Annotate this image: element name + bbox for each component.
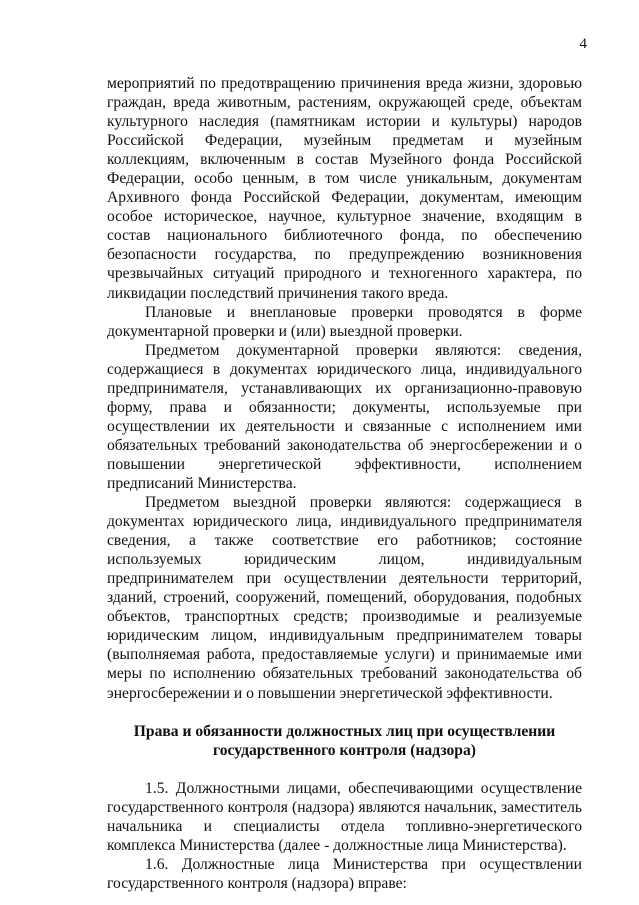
- paragraph-continuation: мероприятий по предотвращению причинения вреда жизни, здоровью граждан, вреда животным, растениям, окружающей среде, объектам культурного наследия (памятникам истории и культуры) народов Российской Федерации, музейным предметам и музейным коллекциям, включенным в состав Музейного фонда Российской Федерации, особо ценным, в том числе уникальным, документам Архивного фонда Российской Федерации, документам, имеющим особое историческое, научное, культурное значение, входящим в состав национального библиотечного фонда, по обеспечению безопасности государства, по предупреждению возникновения чрезвычайных ситуаций природного и техногенного характера, по ликвидации последствий причинения такого вреда.: [107, 75, 582, 302]
- section-heading-line-1: Права и обязанности должностных лиц при осуществлении: [133, 722, 556, 740]
- paragraph-documentary-inspection: Предметом документарной проверки являются: сведения, содержащиеся в документах юридического лица, индивидуального предпринимателя, устанавливающих их организационно-правовую форму, права и обязанности; документы, используемые при осуществлении их деятельности и связанные с исполнением ими обязательных требований законодательства об энергосбережении и о повышении энергетической эффективности, исполнением предписаний Министерства.: [107, 341, 582, 492]
- section-heading: [107, 722, 582, 760]
- paragraph-1-5: 1.5. Должностными лицами, обеспечивающими осуществление государственного контроля (надзора) являются начальник, заместитель начальника и специалисты отдела топливно-энергетического комплекса Министерства (далее - должностные лица Министерства).: [107, 779, 582, 854]
- section-heading-line-2: государственного контроля (надзора): [213, 741, 476, 759]
- document-body: [107, 74, 582, 893]
- paragraph-1-6: 1.6. Должностные лица Министерства при осуществлении государственного контроля (надзора) вправе:: [107, 855, 582, 892]
- paragraph-onsite-inspection: Предметом выездной проверки являются: содержащиеся в документах юридического лица, индивидуального предпринимателя сведения, а также соответствие его работников; состояние используемых юридическим лицом, индивидуальным предпринимателем при осуществлении деятельности территорий, зданий, строений, сооружений, помещений, оборудования, подобных объектов, транспортных средств; производимые и реализуемые юридическим лицом, индивидуальным предпринимателем товары (выполняемая работа, предоставляемые услуги) и принимаемые ими меры по исполнению обязательных требований законодательства об энергосбережении и о повышении энергетической эффективности.: [107, 494, 582, 702]
- page-number: 4: [579, 36, 587, 52]
- paragraph-inspection-forms: Плановые и внеплановые проверки проводятся в форме документарной проверки и (или) выездной проверки.: [107, 303, 582, 340]
